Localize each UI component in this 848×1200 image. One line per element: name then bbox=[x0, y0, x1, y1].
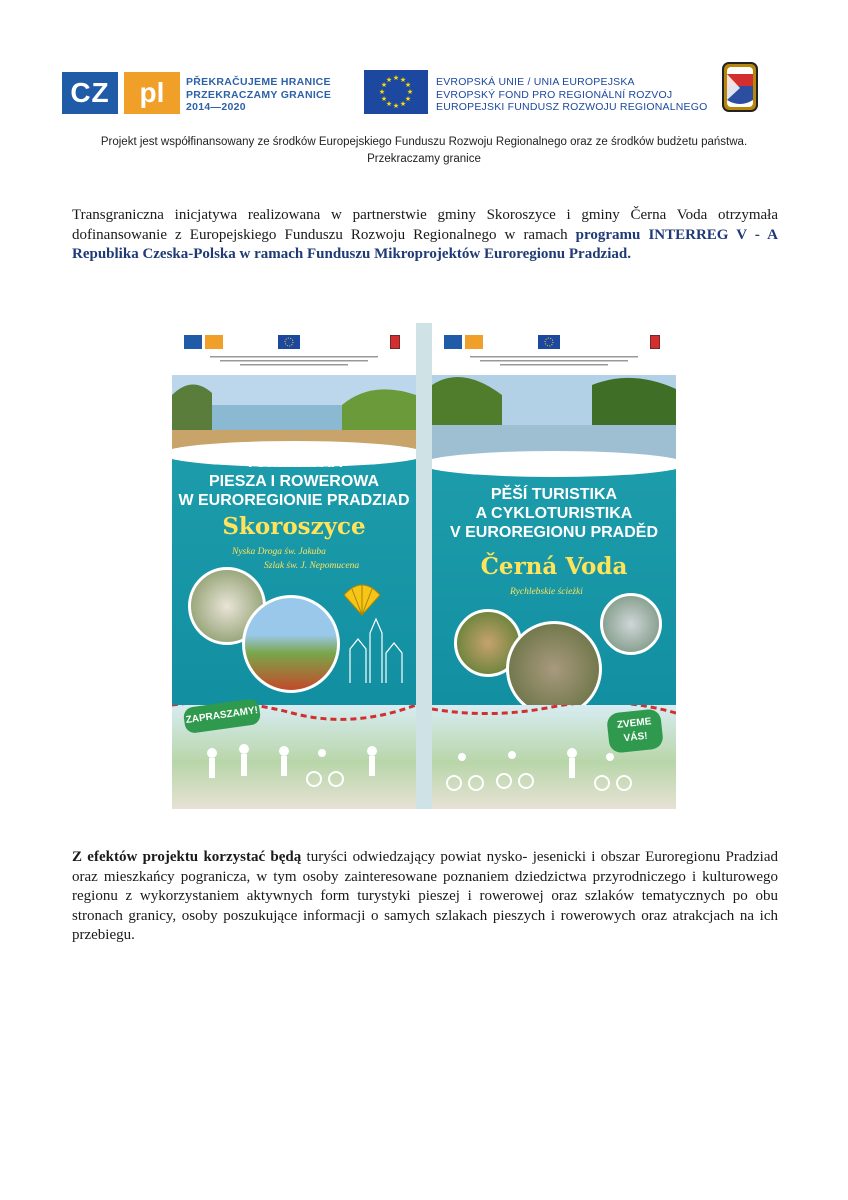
svg-text:★: ★ bbox=[392, 74, 400, 82]
cofinancing-line: Projekt jest współfinansowany ze środków Europejskiego Funduszu Rozwoju Regionalnego oraz ze środków budżetu państwa. bbox=[100, 136, 748, 148]
svg-text:★: ★ bbox=[380, 95, 388, 103]
czpl-program-text bbox=[186, 76, 331, 114]
eu-line: EVROPSKÁ UNIE / UNIA EUROPEJSKA bbox=[436, 76, 635, 88]
czpl-line: PŘEKRAČUJEME HRANICE bbox=[186, 76, 331, 88]
eu-fund-text bbox=[436, 76, 708, 114]
mini-cofinancing-text-icon bbox=[190, 355, 398, 369]
svg-text:★: ★ bbox=[385, 76, 393, 84]
eu-line: EVROPSKÝ FOND PRO REGIONÁLNÍ ROZVOJ bbox=[436, 88, 673, 101]
mini-cofinancing-text-icon bbox=[450, 355, 658, 369]
poster-title bbox=[172, 453, 416, 510]
czpl-logo-cz: CZ bbox=[62, 72, 118, 114]
svg-text:★: ★ bbox=[404, 81, 412, 89]
mini-eu-flag-icon bbox=[278, 335, 300, 349]
invite-badge: ZAPRASZAMY! bbox=[183, 698, 262, 734]
czpl-logo bbox=[62, 72, 180, 114]
invite-badge-line: ZVEME bbox=[616, 716, 652, 731]
poppy-field-photo bbox=[242, 595, 340, 693]
poster-town-name: Skoroszyce bbox=[222, 513, 366, 540]
eu-flag-icon bbox=[364, 70, 428, 114]
poster-divider bbox=[416, 323, 432, 809]
invite-badge bbox=[606, 708, 664, 753]
poster-title-line: W EUROREGIONIE PRADZIAD bbox=[178, 492, 410, 509]
wooden-path-photo bbox=[600, 593, 662, 655]
mini-czpl-logo-icon bbox=[444, 335, 484, 349]
poster-skoroszyce bbox=[172, 323, 416, 809]
poster-subtitle: Rychlebskie ścieżki bbox=[510, 587, 583, 597]
mountain-biker-photo bbox=[506, 621, 602, 717]
effects-lead: Z efektów projektu korzystać będą bbox=[72, 849, 302, 865]
poster-title-line: PĚŠÍ TURISTIKA bbox=[490, 486, 618, 503]
wave-divider bbox=[432, 451, 676, 477]
svg-text:★: ★ bbox=[399, 76, 407, 84]
church-sketch-icon bbox=[340, 613, 410, 688]
mini-crest-icon bbox=[390, 335, 400, 349]
mini-crest-icon bbox=[650, 335, 660, 349]
eu-line: EUROPEJSKI FUNDUSZ ROZWOJU REGIONALNEGO bbox=[436, 101, 708, 113]
intro-text: Transgraniczna inicjatywa realizowana w partnerstwie gminy Skoroszyce i gminy Černa Voda otrzymała dofinansowanie z Europejskiego Funduszu Rozwoju Regionalnego w ramach bbox=[72, 207, 778, 243]
mini-eu-flag-icon bbox=[538, 335, 560, 349]
mini-czpl-logo-icon bbox=[184, 335, 224, 349]
svg-text:★: ★ bbox=[392, 102, 400, 110]
svg-text:★: ★ bbox=[378, 88, 386, 96]
poster-header bbox=[172, 323, 416, 375]
poster-town-name: Černá Voda bbox=[480, 553, 628, 580]
svg-text:★: ★ bbox=[404, 95, 412, 103]
poster-title-line: V EUROREGIONU PRADĚD bbox=[449, 524, 659, 541]
poster-title-line: A CYKLOTURISTIKA bbox=[475, 505, 633, 522]
czpl-line: PRZEKRACZAMY GRANICE bbox=[186, 88, 332, 101]
invite-badge-line: VÁS! bbox=[623, 730, 649, 745]
intro-paragraph bbox=[72, 206, 778, 265]
poster-cerna-voda bbox=[432, 323, 676, 809]
intro-program-name: programu INTERREG V - A Republika Czeska-Polska w ramach Funduszu Mikroprojektów Euroregionu Pradziad. bbox=[72, 226, 778, 262]
poster-title-line: PIESZA I ROWEROWA bbox=[208, 473, 380, 490]
poster-header bbox=[432, 323, 676, 375]
cofinancing-line: Przekraczamy granice bbox=[367, 153, 481, 165]
svg-text:★: ★ bbox=[385, 100, 393, 108]
poster-subtitle: Nyska Droga św. Jakuba bbox=[232, 547, 326, 557]
czpl-logo-pl: pl bbox=[124, 72, 180, 114]
svg-text:★: ★ bbox=[406, 88, 414, 96]
poster-subtitle: Szlak św. J. Nepomucena bbox=[264, 561, 360, 571]
euroregion-crest-icon bbox=[722, 62, 758, 112]
poster-title-line: TURYSTYKA bbox=[245, 454, 343, 471]
poster-title bbox=[432, 485, 676, 542]
cofinancing-note bbox=[60, 134, 788, 168]
effects-text: turyści odwiedzający powiat nysko- jesenicki i obszar Euroregionu Pradziad oraz mieszkańcy pogranicza, w tym osoby zainteresowane poznaniem dziedzictwa przyrodniczego i kulturowego regionu z wykorzystaniem aktywnych form turystyki pieszej i rowerowej oraz szlaków tematycznych po obu stronach granicy, osoby poszukujące informacji o samych szlakach pieszych i rowerowych oraz atrakcjach na ich przebiegu. bbox=[72, 849, 778, 943]
svg-text:★: ★ bbox=[399, 100, 407, 108]
effects-paragraph bbox=[72, 848, 778, 946]
czpl-line: 2014—2020 bbox=[186, 101, 246, 113]
svg-text:★: ★ bbox=[380, 81, 388, 89]
